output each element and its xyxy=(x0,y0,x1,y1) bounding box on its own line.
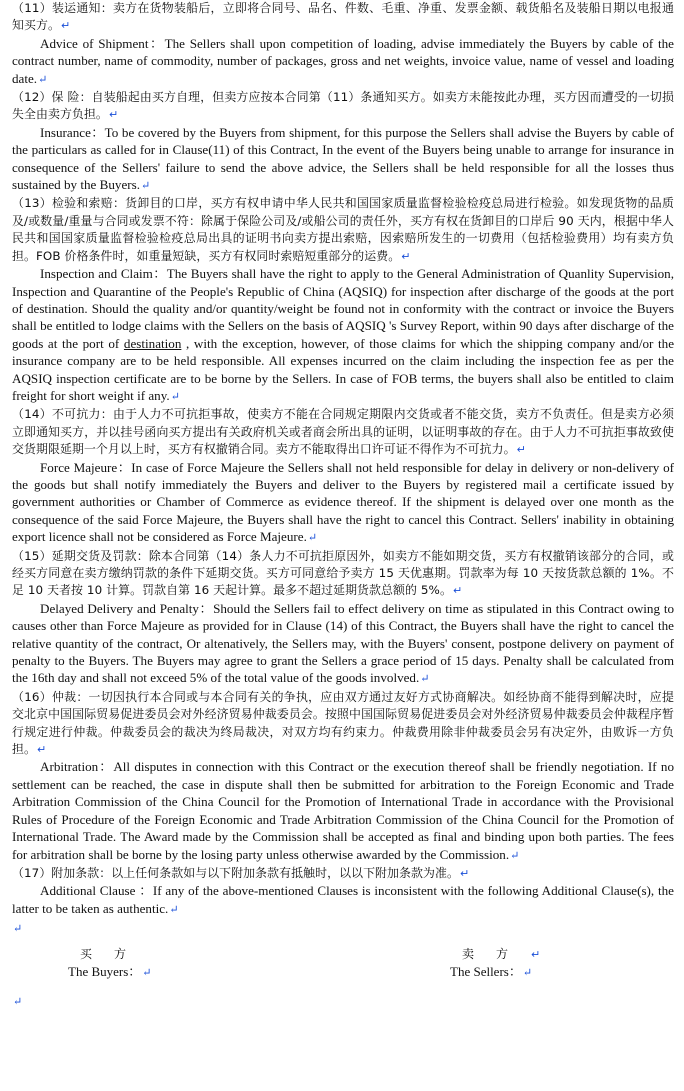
underlined-destination: destination xyxy=(123,335,182,351)
clause-16-en: Arbitration：All disputes in connection with this Contract or the execution thereof shall be friendly negotiation. If no settlement can be reached, the case in dispute shall then be submitted for arbitration to the Foreign Economic and Trade Arbitration Commission of the China Council for the Promotion of International Trade in accordance with the Provisional Rules of Procedure of the Foreign Economic and Trade Arbitration Commission of the China Council for the Promotion of International Trade. The Award made by the Commission shall be accepted as final and binding upon both parties. The fees for arbitration shall be borne by the losing party unless otherwise awarded by the Commission. ↵ xyxy=(12,758,674,864)
buyer-label-cn: 买方 xyxy=(80,947,149,962)
paragraph-mark-icon xyxy=(169,904,178,916)
paragraph-mark-icon xyxy=(142,967,151,979)
clause-15-cn: （15）延期交货及罚款：除本合同第（14）条人力不可抗拒原因外，如卖方不能如期交货，买方有权撤销该部分的合同，或经买方同意在卖方缴纳罚款的条件下延期交货。买方可同意给予卖方 15 天优惠期。罚款率为每 10 天按货款总额的 1%。不足 10 天者按 10 计算。罚款自第 16 天起计算。最多不超过延期货款总额的 5%。 ↵ xyxy=(12,548,674,600)
paragraph-mark-icon xyxy=(61,19,70,32)
seller-label-en: The Sellers： ↵ xyxy=(450,963,540,982)
signature-row xyxy=(12,946,674,986)
clause-16-cn: （16）仲裁：一切因执行本合同或与本合同有关的争执，应由双方通过友好方式协商解决。如经协商不能得到解决时，应提交北京中国国际贸易促进委员会对外经济贸易仲裁委员会。按照中国国际贸易促进委员会对外经济贸易仲裁委员会仲裁程序暂行规定进行仲裁。仲裁委员会的裁决为终局裁决，对双方均有约束力。仲裁费用除非仲裁委员会另有决定外，由败诉一方负担。 ↵ xyxy=(12,689,674,759)
clause-17-cn: （17）附加条款：以上任何条款如与以下附加条款有抵触时，以以下附加条款为准。 ↵ xyxy=(12,865,674,882)
buyer-label-en: The Buyers： ↵ xyxy=(68,963,152,982)
clause-11-en: Advice of Shipment：The Sellers shall upon competition of loading, advise immediately the Buyers by cable of the contract number, name of commodity, number of packages, gross and net weights, invoice value, name of vessel and loading date. ↵ xyxy=(12,35,674,89)
paragraph-mark-icon xyxy=(531,948,540,961)
paragraph-mark-icon xyxy=(308,532,317,544)
contract-page xyxy=(12,0,674,1011)
paragraph-mark-icon xyxy=(13,922,22,935)
clause-11-cn: （11）装运通知：卖方在货物装船后，立即将合同号、品名、件数、毛重、净重、发票金额、载货船名及装船日期以电报通知买方。 ↵ xyxy=(12,0,674,35)
clause-13-cn: （13）检验和索赔：货卸目的口岸，买方有权申请中华人民共和国国家质量监督检验检疫总局进行检验。如发现货物的品质及/或数量/重量与合同或发票不符：除属于保险公司及/或船公司的责任外，买方有权在货卸目的口岸后 90 天内，根据中华人民共和国国家质量监督检验检疫总局出具的证明书向卖方提出索赔，因索赔所发生的一切费用（包括检验费用）均有卖方负担。FOB 价格条件时，如重量短缺，买方有权同时索赔短重部分的运费。 ↵ xyxy=(12,195,674,265)
paragraph-mark-icon xyxy=(453,584,462,597)
clause-14-en: Force Majeure：In case of Force Majeure the Sellers shall not held responsible for delay in delivery or non-delivery of the goods but shall notify immediately the Buyers and deliver to the Buyers by registered mail a certificate issued by government authorities or Chamber of Commerce as evidence thereof. If the shipment is delayed over one month as the consequence of the said Force Majeure, the Buyers shall have the right to cancel this Contract. Sellers' inability in obtaining export licence shall not be considered as Force Majeure. ↵ xyxy=(12,459,674,548)
paragraph-mark-icon xyxy=(109,108,118,121)
paragraph-mark-icon xyxy=(37,743,46,756)
clause-14-cn: （14）不可抗力：由于人力不可抗拒事故，使卖方不能在合同规定期限内交货或者不能交货，卖方不负责任。但是卖方必须立即通知买方，并以挂号函向买方提出有关政府机关或者商会所出具的证明，以证明事故的存在。由于人力不可抗拒事故致使交货期限延期一个月以上时，买方有权撤销合同。卖方不能取得出口许可证不得作为不可抗力。 ↵ xyxy=(12,406,674,458)
paragraph-mark-icon xyxy=(13,995,22,1008)
seller-signature-block xyxy=(450,946,540,982)
seller-label-cn: 卖方 ↵ xyxy=(450,946,540,963)
paragraph-mark-icon xyxy=(523,967,532,979)
clause-13-en: Inspection and Claim：The Buyers shall have the right to apply to the General Administration of Quanlity Supervision, Inspection and Quarantine of the People's Republic of China (AQSIQ) for inspection after discharge of the goods at the port of destination. Should the quality and/or quantity/weight be found not in conformity with the contract or invoice the Buyers shall be entitled to lodge claims with the Sellers on the basis of AQSIQ 's Survey Report, within 90 days after discharge of the goods at the port of destination , with the exception, however, of those claims for which the shipping company and/or the insurance company are to be held responsible. All expenses incurred on the claim including the inspection fee as per the AQSIQ inspection certificate are to be borne by the Sellers. In case of FOB terms, the buyers shall also be entitled to claim freight for short weight if any. ↵ xyxy=(12,265,674,406)
paragraph-mark-icon xyxy=(460,867,469,880)
clause-12-en: Insurance：To be covered by the Buyers from shipment, for this purpose the Sellers shall advise the Buyers by cable of the particulars as called for in Clause(11) of this Contract, In the event of the Buyers being unable to arrange for insurance in consequence of the Sellers' failure to send the above advice, the Sellers shall be held responsible for all the losses thus sustained by the Buyers. ↵ xyxy=(12,124,674,196)
clause-17-en: Additional Clause ：If any of the above-mentioned Clauses is inconsistent with the following Additional Clause(s), the latter to be taken as authentic. ↵ xyxy=(12,882,674,919)
buyer-signature-block xyxy=(68,946,152,982)
paragraph-mark-icon xyxy=(38,74,47,86)
clause-15-en: Delayed Delivery and Penalty：Should the Sellers fail to effect delivery on time as stipulated in this Contract owing to causes other than Force Majeure as provided for in Clause (14) of this Contract, the Buyers shall have the right to cancel the relative quantity of the contract, Or altenatively, the Sellers may, with the Buyers' consent, postpone delivery on payment of penalty to the Buyers. The Buyers may agree to grant the Sellers a grace period of 15 days. Penalty shall be calculated from the 16th day and shall not exceed 5% of the total value of the goods involved. ↵ xyxy=(12,600,674,689)
paragraph-mark-icon xyxy=(510,850,519,862)
final-empty-line xyxy=(12,992,674,1010)
paragraph-mark-icon xyxy=(420,673,429,685)
paragraph-mark-icon xyxy=(141,180,150,192)
empty-line xyxy=(12,919,674,936)
paragraph-mark-icon xyxy=(171,391,180,403)
paragraph-mark-icon xyxy=(401,250,410,263)
paragraph-mark-icon xyxy=(517,443,526,456)
clause-12-cn: （12）保 险：自装船起由买方自理，但卖方应按本合同第（11）条通知买方。如卖方未能按此办理，买方因而遭受的一切损失全由卖方负担。 ↵ xyxy=(12,89,674,124)
